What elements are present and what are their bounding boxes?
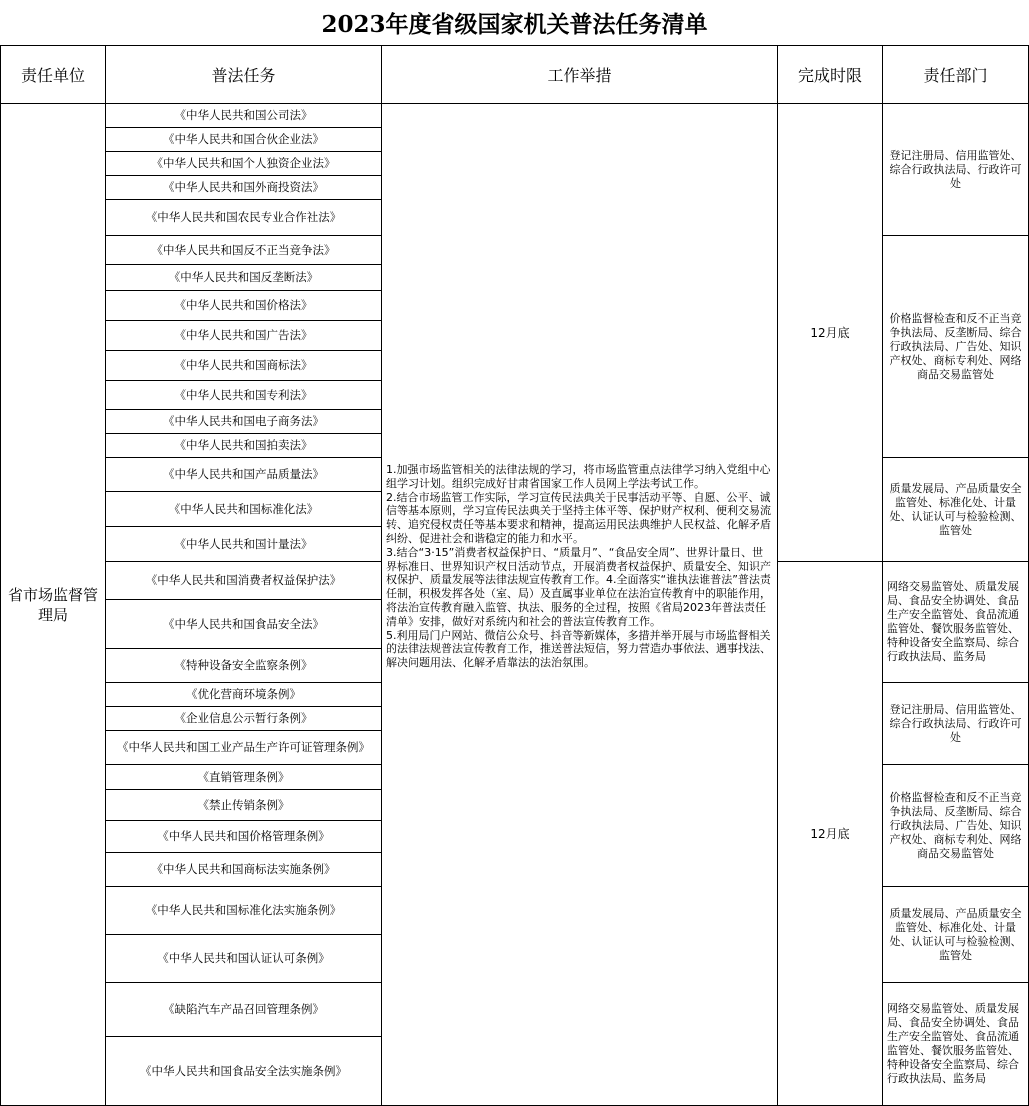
- task-item: 《禁止传销条例》: [105, 789, 382, 821]
- deadline: 12月底: [777, 103, 883, 562]
- task-item: 《中华人民共和国产品质量法》: [105, 457, 382, 492]
- responsible-unit: 省市场监督管理局: [0, 103, 106, 1106]
- measure-item: 2.结合市场监管工作实际，学习宣传民法典关于民事活动平等、自愿、公平、诚信等基本原则，学习宣传民法典关于坚持主体平等、保护财产权利、便利交易流转、追究侵权责任等基本要求和精神，提高运用民法典维护人民权益、化解矛盾纠纷、促进社会和谐稳定的能力和水平。: [386, 490, 771, 545]
- header-unit: 责任单位: [0, 45, 106, 104]
- task-item: 《中华人民共和国反不正当竞争法》: [105, 235, 382, 265]
- task-item: 《中华人民共和国商标法》: [105, 350, 382, 381]
- task-item: 《中华人民共和国个人独资企业法》: [105, 151, 382, 176]
- header-measures: 工作举措: [381, 45, 778, 104]
- task-item: 《中华人民共和国电子商务法》: [105, 409, 382, 434]
- task-item: 《中华人民共和国食品安全法实施条例》: [105, 1036, 382, 1106]
- measure-item: 3.结合“3·15”消费者权益保护日、“质量月”、“食品安全周”、世界计量日、世界标准日、世界知识产权日活动节点，开展消费者权益保护、质量安全、知识产权保护、质量发展等法律法规宣传教育工作。4.全面落实“谁执法谁普法”普法责任制，积极发挥各处（室、局）及直属事业单位在法治宣传教育中的职能作用，将法治宣传教育融入监管、执法、服务的全过程，按照《省局2023年普法责任清单》安排，做好对系统内和社会的普法宣传教育工作。: [386, 545, 771, 628]
- dept-group: 价格监督检查和反不正当竞争执法局、反垄断局、综合行政执法局、广告处、知识产权处、商标专利处、网络商品交易监管处: [882, 764, 1029, 887]
- task-item: 《中华人民共和国消费者权益保护法》: [105, 561, 382, 600]
- task-item: 《企业信息公示暂行条例》: [105, 706, 382, 731]
- header-deadline: 完成时限: [777, 45, 883, 104]
- dept-group: 网络交易监管处、质量发展局、食品安全协调处、食品生产安全监管处、食品流通监管处、餐饮服务监管处、特种设备安全监察局、综合行政执法局、监务局: [882, 982, 1029, 1106]
- header-task: 普法任务: [105, 45, 382, 104]
- task-item: 《中华人民共和国商标法实施条例》: [105, 852, 382, 887]
- task-item: 《中华人民共和国价格法》: [105, 290, 382, 321]
- task-item: 《中华人民共和国拍卖法》: [105, 433, 382, 458]
- task-item: 《中华人民共和国农民专业合作社法》: [105, 199, 382, 236]
- page-title: 2023年度省级国家机关普法任务清单: [0, 0, 1029, 46]
- dept-group: 登记注册局、信用监管处、综合行政执法局、行政许可处: [882, 103, 1029, 236]
- task-item: 《中华人民共和国工业产品生产许可证管理条例》: [105, 730, 382, 765]
- task-item: 《直销管理条例》: [105, 764, 382, 790]
- task-item: 《中华人民共和国广告法》: [105, 320, 382, 351]
- header-dept: 责任部门: [882, 45, 1029, 104]
- task-item: 《中华人民共和国认证认可条例》: [105, 934, 382, 983]
- task-item: 《缺陷汽车产品召回管理条例》: [105, 982, 382, 1037]
- task-item: 《中华人民共和国标准化法实施条例》: [105, 886, 382, 935]
- dept-group: 价格监督检查和反不正当竞争执法局、反垄断局、综合行政执法局、广告处、知识产权处、商标专利处、网络商品交易监管处: [882, 235, 1029, 458]
- dept-group: 登记注册局、信用监管处、综合行政执法局、行政许可处: [882, 682, 1029, 765]
- work-measures: [381, 103, 778, 1106]
- task-item: 《中华人民共和国外商投资法》: [105, 175, 382, 200]
- task-item: 《中华人民共和国反垄断法》: [105, 264, 382, 291]
- measure-item: 5.利用局门户网站、微信公众号、抖音等新媒体，多措并举开展与市场监督相关的法律法规普法宣传教育工作，推送普法短信，努力营造办事依法、遇事找法、解决问题用法、化解矛盾靠法的法治氛围。: [386, 628, 771, 670]
- measure-item: 1.加强市场监管相关的法律法规的学习，将市场监管重点法律学习纳入党组中心组学习计划。组织完成好甘肃省国家工作人员网上学法考试工作。: [386, 463, 771, 490]
- task-item: 《特种设备安全监察条例》: [105, 648, 382, 683]
- dept-group: 网络交易监管处、质量发展局、食品安全协调处、食品生产安全监管处、食品流通监管处、餐饮服务监管处、特种设备安全监察局、综合行政执法局、监务局: [882, 561, 1029, 683]
- task-item: 《中华人民共和国标准化法》: [105, 491, 382, 527]
- dept-group: 质量发展局、产品质量安全监管处、标准化处、计量处、认证认可与检验检测、监管处: [882, 886, 1029, 983]
- task-item: 《优化营商环境条例》: [105, 682, 382, 707]
- deadline: 12月底: [777, 561, 883, 1106]
- dept-group: 质量发展局、产品质量安全监管处、标准化处、计量处、认证认可与检验检测、监管处: [882, 457, 1029, 562]
- task-item: 《中华人民共和国计量法》: [105, 526, 382, 562]
- task-item: 《中华人民共和国公司法》: [105, 103, 382, 128]
- task-item: 《中华人民共和国食品安全法》: [105, 599, 382, 649]
- task-item: 《中华人民共和国价格管理条例》: [105, 820, 382, 853]
- task-item: 《中华人民共和国合伙企业法》: [105, 127, 382, 152]
- task-item: 《中华人民共和国专利法》: [105, 380, 382, 410]
